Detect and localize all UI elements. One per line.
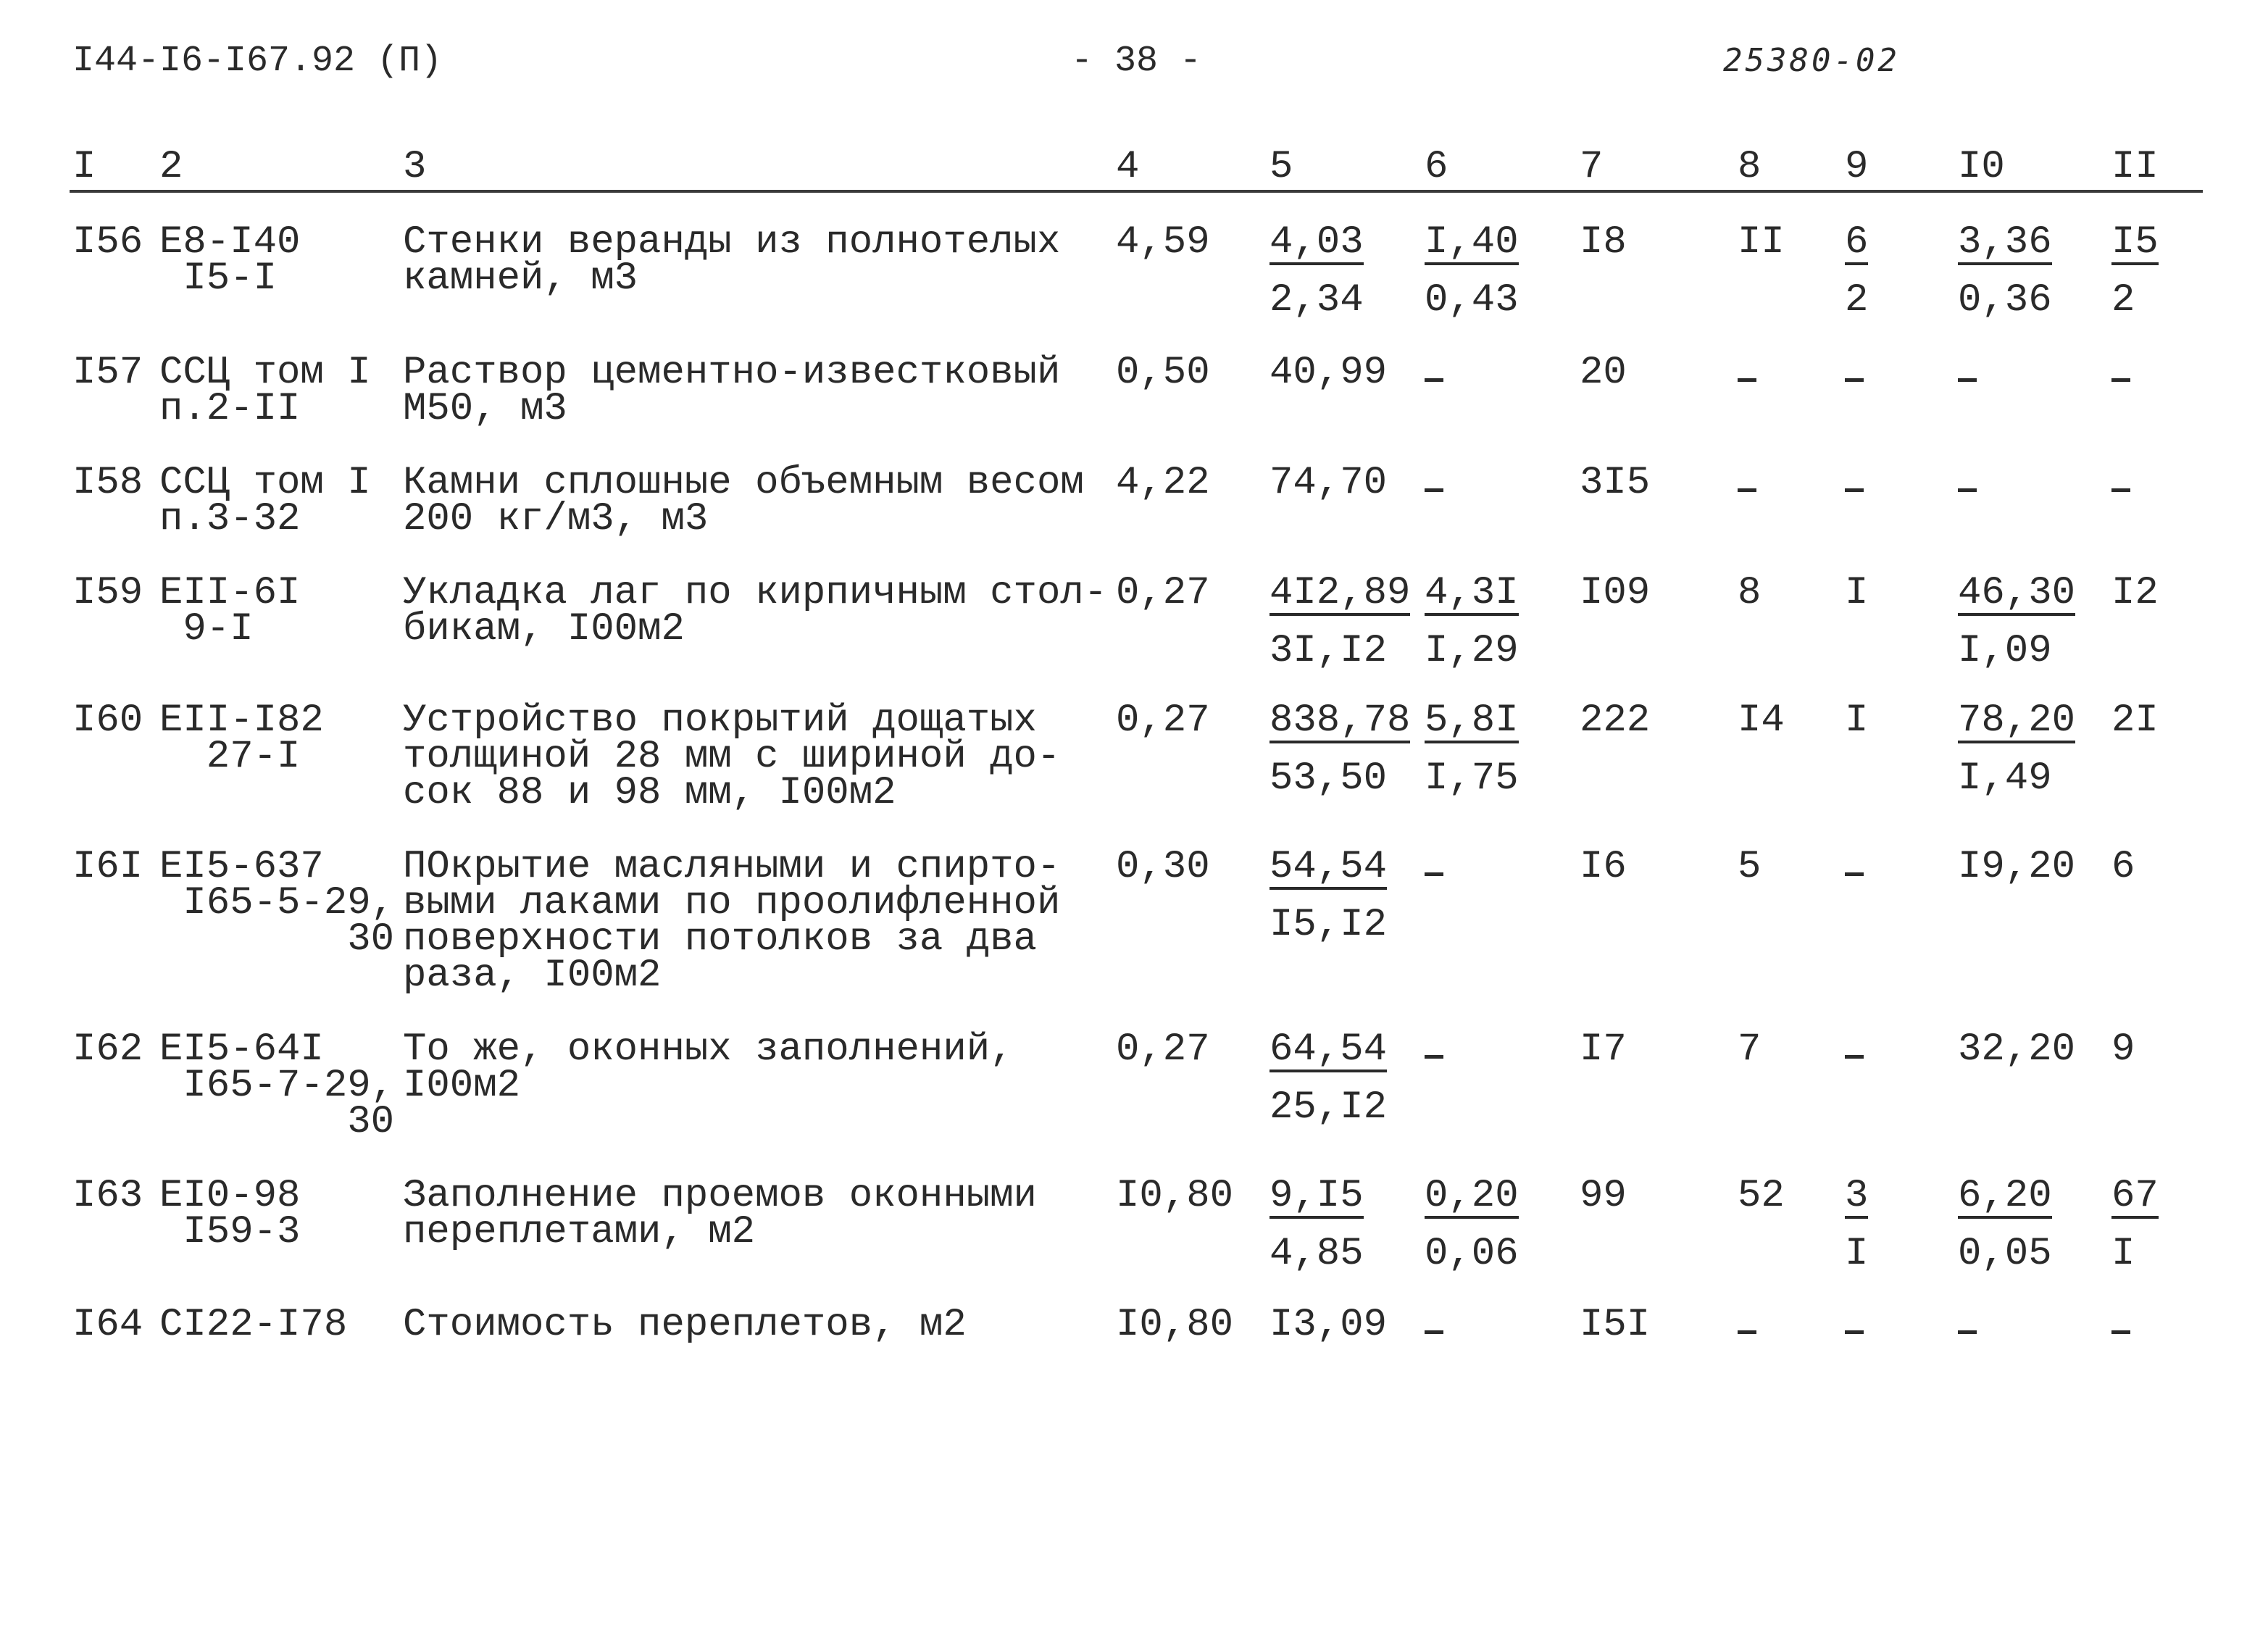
- column-number-8: 8: [1738, 145, 1762, 189]
- work-description: [403, 1027, 1014, 1108]
- col-6-value-dash: [1425, 1330, 1443, 1334]
- rate-code-line: ЕI5-64I: [159, 1027, 324, 1072]
- col-11-value: [2111, 355, 2130, 391]
- col-5-value-fraction: [1270, 220, 1364, 322]
- work-description-line: 200 кг/м3, м3: [403, 497, 709, 541]
- work-description: [403, 461, 1084, 541]
- col-5-value-numerator: 4,03: [1270, 220, 1364, 264]
- col-6-value: [1425, 1032, 1443, 1068]
- col-8-value: 52: [1738, 1174, 1785, 1218]
- rate-code-line: ССЦ том I: [159, 351, 371, 395]
- col-11-value: 2I: [2111, 699, 2159, 743]
- col-6-value-dash: [1425, 1055, 1443, 1059]
- rate-code: [159, 461, 371, 541]
- col-10-value-fraction: [1958, 1174, 2052, 1276]
- rate-code-line: ЕII-I82: [159, 699, 324, 743]
- rate-code-line: ЕII-6I: [159, 571, 301, 615]
- rate-code-line: I65-5-29,: [159, 881, 395, 925]
- col-5-value-fraction: [1270, 571, 1411, 673]
- item-number: I60: [72, 699, 143, 743]
- col-7-value: I7: [1580, 1027, 1627, 1072]
- rate-code-line: 9-I: [159, 607, 254, 651]
- item-number: I57: [72, 351, 143, 395]
- col-4-value: 0,27: [1116, 699, 1210, 743]
- column-number-5: 5: [1270, 145, 1293, 189]
- col-9-value-dash: [1845, 872, 1864, 876]
- work-description: [403, 845, 1061, 998]
- work-description-line: Стоимость переплетов, м2: [403, 1303, 967, 1347]
- col-11-value-fraction: [2111, 220, 2159, 322]
- work-description: [403, 571, 1108, 651]
- work-description-line: Стенки веранды из полнотелых: [403, 220, 1061, 264]
- work-description-line: Устройство покрытий дощатых: [403, 699, 1037, 743]
- col-5-value-denominator: 4,85: [1270, 1232, 1364, 1276]
- col-6-value-denominator: I,29: [1425, 629, 1519, 673]
- col-6-value-denominator: I,75: [1425, 756, 1519, 801]
- col-9-value-dash: [1845, 1330, 1864, 1334]
- col-10-value: [1958, 355, 1977, 391]
- rate-code-line: ЕI0-98: [159, 1174, 301, 1218]
- col-10-value-numerator: 3,36: [1958, 220, 2052, 264]
- col-7-value: 3I5: [1580, 461, 1651, 505]
- work-description: [403, 1174, 1037, 1254]
- col-10-value-dash: [1958, 488, 1977, 492]
- rate-code: [159, 699, 324, 779]
- col-6-value-dash: [1425, 378, 1443, 382]
- column-number-10: I0: [1958, 145, 2005, 189]
- col-9-value-dash: [1845, 1055, 1864, 1059]
- col-4-value: 0,30: [1116, 845, 1210, 889]
- col-8-value: 5: [1738, 845, 1762, 889]
- work-description-line: переплетами, м2: [403, 1210, 756, 1254]
- item-number: I64: [72, 1303, 143, 1347]
- col-7-value: 222: [1580, 699, 1651, 743]
- col-6-value-fraction: [1425, 1174, 1519, 1276]
- col-5-value-fraction: [1270, 1027, 1388, 1130]
- col-4-value: 0,27: [1116, 571, 1210, 615]
- col-10-value-dash: [1958, 378, 1977, 382]
- column-number-3: 3: [403, 145, 427, 189]
- col-11-value-fraction: [2111, 1174, 2159, 1276]
- col-6-value-denominator: 0,43: [1425, 278, 1519, 322]
- work-description: [403, 220, 1061, 301]
- work-description-line: Раствор цементно-известковый: [403, 351, 1061, 395]
- rate-code: [159, 220, 301, 301]
- col-5-value: 40,99: [1270, 351, 1388, 395]
- rate-code-line: ССЦ том I: [159, 461, 371, 505]
- col-8-value: [1738, 1307, 1756, 1343]
- col-5-value-numerator: 54,54: [1270, 845, 1388, 889]
- col-4-value: 4,59: [1116, 220, 1210, 264]
- col-6-value-dash: [1425, 872, 1443, 876]
- col-8-value: 8: [1738, 571, 1762, 615]
- rate-code-line: Е8-I40: [159, 220, 301, 264]
- rate-code-line: СI22-I78: [159, 1303, 348, 1347]
- col-5-value-fraction: [1270, 845, 1388, 947]
- col-5-value-numerator: 4I2,89: [1270, 571, 1411, 615]
- col-11-value: [2111, 1307, 2130, 1343]
- rate-code-line: 30: [159, 1100, 395, 1144]
- column-number-4: 4: [1116, 145, 1140, 189]
- column-number-1: I: [72, 145, 96, 189]
- col-11-value-dash: [2111, 488, 2130, 492]
- archive-stamp: 25380-02: [1723, 42, 1900, 79]
- work-description-line: I00м2: [403, 1064, 521, 1108]
- rate-code-line: I59-3: [159, 1210, 301, 1254]
- rate-code-line: I5-I: [159, 257, 278, 301]
- col-8-value-dash: [1738, 378, 1756, 382]
- work-description: [403, 1303, 967, 1347]
- col-7-value: I8: [1580, 220, 1627, 264]
- col-7-value: I09: [1580, 571, 1651, 615]
- rate-code: [159, 1303, 348, 1347]
- document-code: I44-I6-I67.92 (П): [72, 41, 443, 82]
- col-6-value: [1425, 849, 1443, 885]
- col-10-value-denominator: I,49: [1958, 756, 2052, 801]
- col-5-value-denominator: 25,I2: [1270, 1085, 1388, 1130]
- rate-code: [159, 571, 301, 651]
- work-description-line: То же, оконных заполнений,: [403, 1027, 1014, 1072]
- rate-code-line: ЕI5-637: [159, 845, 324, 889]
- col-6-value: [1425, 1307, 1443, 1343]
- col-9-value: [1845, 1307, 1864, 1343]
- col-5-value-fraction: [1270, 699, 1411, 801]
- col-5-value-denominator: 3I,I2: [1270, 629, 1388, 673]
- rate-code: [159, 1027, 395, 1144]
- item-number: I58: [72, 461, 143, 505]
- rate-code: [159, 351, 371, 431]
- col-11-value-denominator: I: [2111, 1232, 2135, 1276]
- col-10-value: [1958, 1307, 1977, 1343]
- work-description-line: бикам, I00м2: [403, 607, 685, 651]
- col-9-value-numerator: 3: [1845, 1174, 1869, 1218]
- col-11-value: I2: [2111, 571, 2159, 615]
- col-7-value: I6: [1580, 845, 1627, 889]
- col-10-value-numerator: 46,30: [1958, 571, 2076, 615]
- rate-code: [159, 845, 395, 962]
- rate-code: [159, 1174, 301, 1254]
- item-number: I6I: [72, 845, 143, 889]
- col-7-value: 99: [1580, 1174, 1627, 1218]
- work-description-line: Камни сплошные объемным весом: [403, 461, 1084, 505]
- col-10-value: 32,20: [1958, 1027, 2076, 1072]
- col-6-value-numerator: I,40: [1425, 220, 1519, 264]
- col-10-value: I9,20: [1958, 845, 2076, 889]
- col-9-value-denominator: 2: [1845, 278, 1869, 322]
- col-7-value: 20: [1580, 351, 1627, 395]
- col-5-value-numerator: 838,78: [1270, 699, 1411, 743]
- col-8-value-dash: [1738, 488, 1756, 492]
- col-10-value-fraction: [1958, 220, 2052, 322]
- col-11-value-dash: [2111, 1330, 2130, 1334]
- col-8-value-dash: [1738, 1330, 1756, 1334]
- col-6-value-fraction: [1425, 220, 1519, 322]
- col-7-value: I5I: [1580, 1303, 1651, 1347]
- col-9-value-denominator: I: [1845, 1232, 1869, 1276]
- col-6-value-dash: [1425, 488, 1443, 492]
- column-number-7: 7: [1580, 145, 1604, 189]
- col-10-value-fraction: [1958, 699, 2076, 801]
- item-number: I62: [72, 1027, 143, 1072]
- col-4-value: 0,50: [1116, 351, 1210, 395]
- col-9-value-dash: [1845, 378, 1864, 382]
- col-10-value-numerator: 6,20: [1958, 1174, 2052, 1218]
- col-10-value: [1958, 465, 1977, 501]
- work-description-line: М50, м3: [403, 387, 567, 431]
- col-6-value: [1425, 465, 1443, 501]
- col-6-value-numerator: 5,8I: [1425, 699, 1519, 743]
- col-8-value: [1738, 465, 1756, 501]
- col-11-value: [2111, 465, 2130, 501]
- col-10-value-denominator: 0,36: [1958, 278, 2052, 322]
- work-description: [403, 699, 1061, 815]
- col-11-value-numerator: 67: [2111, 1174, 2159, 1218]
- col-9-value-fraction: [1845, 220, 1869, 322]
- work-description-line: ПОкрытие масляными и спирто-: [403, 845, 1061, 889]
- col-8-value: I4: [1738, 699, 1785, 743]
- col-6-value-denominator: 0,06: [1425, 1232, 1519, 1276]
- col-9-value-fraction: [1845, 1174, 1869, 1276]
- column-number-11: II: [2111, 145, 2159, 189]
- col-9-value-dash: [1845, 488, 1864, 492]
- col-5-value-fraction: [1270, 1174, 1364, 1276]
- work-description-line: Заполнение проемов оконными: [403, 1174, 1037, 1218]
- col-8-value: [1738, 355, 1756, 391]
- work-description: [403, 351, 1061, 431]
- col-11-value-dash: [2111, 378, 2130, 382]
- col-5-value-numerator: 9,I5: [1270, 1174, 1364, 1218]
- rate-code-line: I65-7-29,: [159, 1064, 395, 1108]
- work-description-line: Укладка лаг по кирпичным стол-: [403, 571, 1108, 615]
- col-6-value-numerator: 0,20: [1425, 1174, 1519, 1218]
- work-description-line: раза, I00м2: [403, 954, 662, 998]
- col-6-value-fraction: [1425, 699, 1519, 801]
- col-9-value-numerator: 6: [1845, 220, 1869, 264]
- col-5-value: 74,70: [1270, 461, 1388, 505]
- work-description-line: камней, м3: [403, 257, 638, 301]
- rate-code-line: п.3-32: [159, 497, 301, 541]
- item-number: I63: [72, 1174, 143, 1218]
- item-number: I56: [72, 220, 143, 264]
- work-description-line: толщиной 28 мм с шириной до-: [403, 735, 1061, 779]
- col-9-value: [1845, 1032, 1864, 1068]
- col-4-value: I0,80: [1116, 1303, 1234, 1347]
- col-9-value: I: [1845, 699, 1869, 743]
- col-4-value: 0,27: [1116, 1027, 1210, 1072]
- col-9-value: [1845, 355, 1864, 391]
- col-11-value: 9: [2111, 1027, 2135, 1072]
- rate-code-line: 30: [159, 917, 395, 962]
- col-10-value-numerator: 78,20: [1958, 699, 2076, 743]
- column-number-6: 6: [1425, 145, 1448, 189]
- col-5-value: I3,09: [1270, 1303, 1388, 1347]
- col-4-value: 4,22: [1116, 461, 1210, 505]
- col-5-value-numerator: 64,54: [1270, 1027, 1388, 1072]
- rate-code-line: п.2-II: [159, 387, 301, 431]
- work-description-line: сок 88 и 98 мм, I00м2: [403, 771, 896, 815]
- rate-code-line: 27-I: [159, 735, 301, 779]
- col-9-value: [1845, 849, 1864, 885]
- col-9-value: [1845, 465, 1864, 501]
- work-description-line: выми лаками по проолифленной: [403, 881, 1061, 925]
- col-4-value: I0,80: [1116, 1174, 1234, 1218]
- column-number-9: 9: [1845, 145, 1869, 189]
- col-10-value-denominator: I,09: [1958, 629, 2052, 673]
- col-5-value-denominator: 2,34: [1270, 278, 1364, 322]
- col-9-value: I: [1845, 571, 1869, 615]
- col-8-value: 7: [1738, 1027, 1762, 1072]
- col-11-value-denominator: 2: [2111, 278, 2135, 322]
- work-description-line: поверхности потолков за два: [403, 917, 1037, 962]
- col-10-value-fraction: [1958, 571, 2076, 673]
- col-5-value-denominator: I5,I2: [1270, 903, 1388, 947]
- col-8-value: II: [1738, 220, 1785, 264]
- column-number-2: 2: [159, 145, 183, 189]
- page-number: - 38 -: [1071, 41, 1202, 82]
- col-10-value-denominator: 0,05: [1958, 1232, 2052, 1276]
- item-number: I59: [72, 571, 143, 615]
- header-rule: [70, 190, 2203, 193]
- col-6-value: [1425, 355, 1443, 391]
- col-10-value-dash: [1958, 1330, 1977, 1334]
- col-5-value-denominator: 53,50: [1270, 756, 1388, 801]
- col-6-value-fraction: [1425, 571, 1519, 673]
- col-6-value-numerator: 4,3I: [1425, 571, 1519, 615]
- col-11-value-numerator: I5: [2111, 220, 2159, 264]
- col-11-value: 6: [2111, 845, 2135, 889]
